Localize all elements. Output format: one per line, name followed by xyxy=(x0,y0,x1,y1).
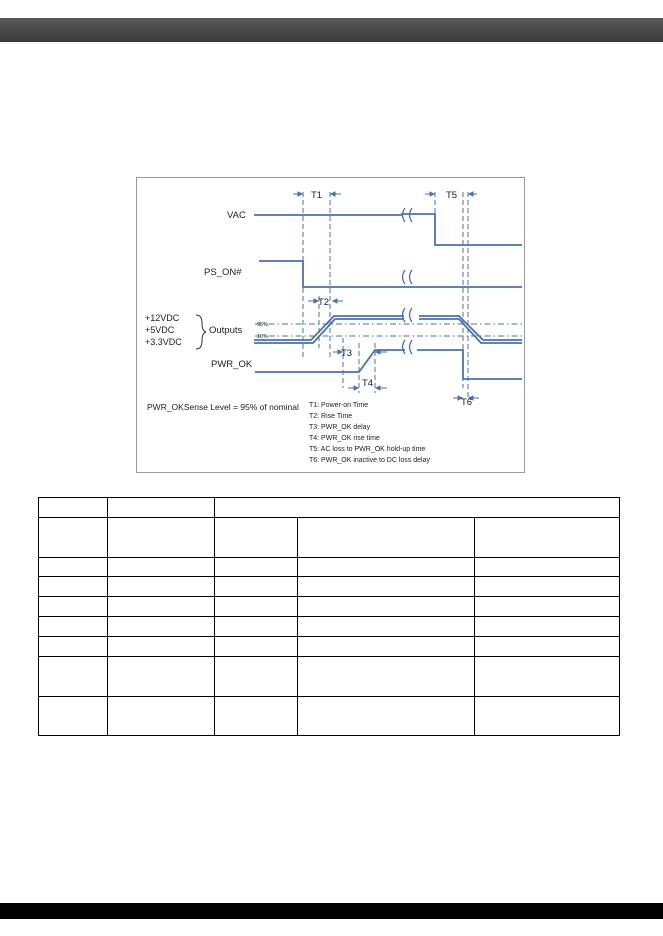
t4-label: T4 xyxy=(362,378,374,389)
table-row xyxy=(39,657,620,697)
table-cell xyxy=(215,637,298,657)
table-cell xyxy=(39,617,108,637)
table-row xyxy=(39,558,620,577)
table-row xyxy=(39,577,620,597)
table-cell xyxy=(108,577,215,597)
table-cell xyxy=(39,558,108,577)
table-cell xyxy=(215,518,298,558)
table-cell xyxy=(215,697,298,736)
table-cell xyxy=(108,597,215,617)
table-cell xyxy=(215,617,298,637)
table-cell xyxy=(215,657,298,697)
table-cell xyxy=(39,577,108,597)
t1-label: T1 xyxy=(311,190,323,201)
power-timing-diagram xyxy=(136,177,525,473)
table-cell xyxy=(298,697,475,736)
table-cell xyxy=(108,657,215,697)
rail-3v3-label: +3.3VDC xyxy=(145,337,182,347)
table-cell xyxy=(39,498,108,518)
outputs-label: Outputs xyxy=(209,325,243,336)
table-cell xyxy=(108,518,215,558)
t2-label: T2 xyxy=(318,297,330,308)
pwr-ok-label: PWR_OK xyxy=(211,359,253,370)
table-cell xyxy=(475,597,620,617)
t6-label: T6 xyxy=(461,397,473,408)
threshold-95-label: 95% xyxy=(257,322,269,328)
table-cell xyxy=(298,657,475,697)
table-cell xyxy=(39,637,108,657)
table-row xyxy=(39,498,620,518)
timing-diagram-svg xyxy=(137,178,526,474)
table-cell xyxy=(39,597,108,617)
table-row xyxy=(39,697,620,736)
table-cell xyxy=(108,697,215,736)
table-row xyxy=(39,597,620,617)
legend-t3: T3: PWR_OK delay xyxy=(309,424,371,431)
ps-on-waveform xyxy=(259,261,522,287)
table-cell xyxy=(298,518,475,558)
footer-bar xyxy=(0,903,663,919)
table-cell xyxy=(108,498,215,518)
t5-label: T5 xyxy=(446,190,458,201)
table-cell xyxy=(108,617,215,637)
timing-spec-table xyxy=(38,497,620,736)
table-cell xyxy=(475,577,620,597)
legend-t2: T2: Rise Time xyxy=(309,413,353,420)
table-cell xyxy=(475,657,620,697)
table-cell xyxy=(475,637,620,657)
table-cell xyxy=(475,697,620,736)
threshold-10-label: 10% xyxy=(257,334,269,340)
table-cell xyxy=(298,577,475,597)
table-cell xyxy=(298,597,475,617)
table-cell xyxy=(475,518,620,558)
table-cell xyxy=(215,597,298,617)
table-cell xyxy=(215,577,298,597)
legend-t6: T6: PWR_OK inactive to DC loss delay xyxy=(309,457,430,464)
header-bar xyxy=(0,18,663,42)
table-cell xyxy=(475,617,620,637)
table-cell xyxy=(108,637,215,657)
rail-12v-label: +12VDC xyxy=(145,313,180,323)
table-cell xyxy=(298,617,475,637)
t3-label: T3 xyxy=(341,348,353,359)
sense-level-note: PWR_OKSense Level = 95% of nominal xyxy=(147,402,299,412)
table-cell xyxy=(108,558,215,577)
vac-waveform xyxy=(254,214,522,245)
ps-on-label: PS_ON# xyxy=(204,267,242,278)
table-row xyxy=(39,518,620,558)
legend-t4: T4: PWR_OK rise time xyxy=(309,435,380,442)
table-row xyxy=(39,617,620,637)
vac-label: VAC xyxy=(227,210,246,221)
table-row xyxy=(39,637,620,657)
table-cell xyxy=(475,558,620,577)
table-cell xyxy=(39,518,108,558)
legend-t1: T1: Power-on Time xyxy=(309,402,369,409)
table-cell xyxy=(215,498,620,518)
table-cell xyxy=(298,558,475,577)
legend-t5: T5: AC loss to PWR_OK hold-up time xyxy=(309,446,426,453)
table-cell xyxy=(39,657,108,697)
table-cell xyxy=(298,637,475,657)
table-cell xyxy=(215,558,298,577)
rail-5v-label: +5VDC xyxy=(145,325,175,335)
table-cell xyxy=(39,697,108,736)
